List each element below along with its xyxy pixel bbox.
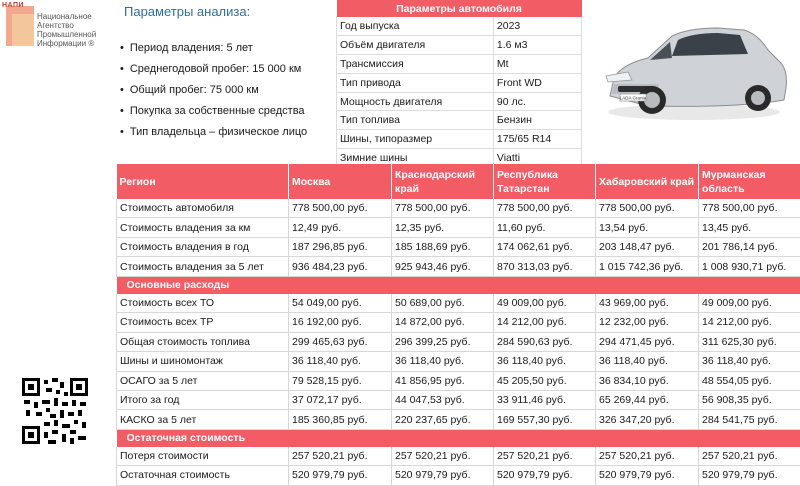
table-row [117,313,800,332]
cost-cell: 185 360,85 руб. [289,410,392,429]
cost-cell: 174 062,61 руб. [494,237,596,256]
cost-cell: 13,45 руб. [699,218,800,237]
logo-abbr: НАПИ [2,2,24,9]
car-param-label: Шины, типоразмер [337,130,494,149]
section-main-expenses-label: Основные расходы [117,276,800,294]
cost-cell: 257 520,21 руб. [699,447,800,466]
car-param-label: Зимние шины [337,149,494,168]
cost-cell: 870 313,03 руб. [494,257,596,276]
cost-cell: 49 009,00 руб. [494,294,596,313]
row-label: Остаточная стоимость [117,466,289,485]
table-row [117,332,800,351]
car-param-value: Viatti [493,149,581,168]
cost-cell: 36 118,40 руб. [289,352,392,371]
table-row [117,390,800,409]
car-params-header: Параметры автомобиля [337,0,582,17]
cost-cell: 257 520,21 руб. [392,447,494,466]
cost-cell: 925 943,46 руб. [392,257,494,276]
cost-cell: 49 009,00 руб. [699,294,800,313]
cost-cell: 520 979,79 руб. [699,466,800,485]
table-row [117,218,800,237]
car-param-value: Mt [493,54,581,73]
car-params-table [336,0,582,168]
row-label: КАСКО за 5 лет [117,410,289,429]
row-label: Стоимость всех ТО [117,294,289,313]
cost-cell: 36 118,40 руб. [596,352,699,371]
row-label: Стоимость владения за км [117,218,289,237]
section-residual-value-label: Остаточная стоимость [117,429,800,447]
cost-cell: 520 979,79 руб. [494,466,596,485]
car-param-row [337,35,582,54]
car-param-row [337,111,582,130]
car-param-row [337,130,582,149]
cost-cell: 520 979,79 руб. [289,466,392,485]
cost-cell: 36 118,40 руб. [392,352,494,371]
cost-cell: 296 399,25 руб. [392,332,494,351]
table-row [117,352,800,371]
table-row [117,410,800,429]
cost-cell: 284 541,75 руб. [699,410,800,429]
params-item: • Покупка за собственные средства [120,101,307,122]
params-title: Параметры анализа: [124,4,250,19]
car-param-label: Мощность двигателя [337,92,494,111]
cost-cell: 44 047,53 руб. [392,390,494,409]
cost-cell: 778 500,00 руб. [494,199,596,218]
car-param-label: Тип топлива [337,111,494,130]
cost-cell: 43 969,00 руб. [596,294,699,313]
col-header-murmansk: Мурманская область [699,164,800,199]
cost-cell: 45 205,50 руб. [494,371,596,390]
cost-cell: 48 554,05 руб. [699,371,800,390]
table-row [117,237,800,256]
params-item: • Период владения: 5 лет [120,38,307,59]
row-label: ОСАГО за 5 лет [117,371,289,390]
car-param-value: 2023 [493,17,581,35]
table-row [117,466,800,485]
col-header-moscow: Москва [289,164,392,199]
table-row [117,294,800,313]
table-row [117,371,800,390]
car-param-value: 90 лс. [493,92,581,111]
cost-cell: 187 296,85 руб. [289,237,392,256]
cost-cell: 203 148,47 руб. [596,237,699,256]
section-residual-value [117,429,800,447]
row-label: Стоимость владения за 5 лет [117,257,289,276]
car-photo-icon [588,0,800,140]
cost-cell: 520 979,79 руб. [596,466,699,485]
car-param-value: Бензин [493,111,581,130]
car-param-value: 175/65 R14 [493,130,581,149]
row-label: Стоимость автомобиля [117,199,289,218]
car-param-label: Год выпуска [337,17,494,35]
car-param-row [337,54,582,73]
cost-cell: 778 500,00 руб. [289,199,392,218]
cost-cell: 778 500,00 руб. [699,199,800,218]
col-header-khabarovsk: Хабаровский край [596,164,699,199]
table-row [117,199,800,218]
cost-cell: 201 786,14 руб. [699,237,800,256]
cost-cell: 284 590,63 руб. [494,332,596,351]
ownership-cost-table [116,164,800,486]
cost-cell: 185 188,69 руб. [392,237,494,256]
logo-name: Национальное Агентство Промышленной Информации ® [37,12,107,48]
cost-cell: 326 347,20 руб. [596,410,699,429]
car-param-row [337,73,582,92]
car-photo [588,0,800,140]
cost-cell: 311 625,30 руб. [699,332,800,351]
cost-cell: 299 465,63 руб. [289,332,392,351]
car-param-row [337,17,582,35]
cost-cell: 294 471,45 руб. [596,332,699,351]
qr-code-icon [22,378,88,444]
cost-cell: 16 192,00 руб. [289,313,392,332]
cost-cell: 56 908,35 руб. [699,390,800,409]
cost-cell: 257 520,21 руб. [289,447,392,466]
cost-cell: 36 118,40 руб. [494,352,596,371]
params-list [120,38,307,143]
col-header-region: Регион [117,164,289,199]
cost-cell: 14 212,00 руб. [699,313,800,332]
car-param-label: Объём двигателя [337,35,494,54]
cost-cell: 520 979,79 руб. [392,466,494,485]
cost-cell: 220 237,65 руб. [392,410,494,429]
row-label: Стоимость владения в год [117,237,289,256]
car-param-value: Front WD [493,73,581,92]
cost-cell: 36 118,40 руб. [699,352,800,371]
car-param-label: Тип привода [337,73,494,92]
cost-cell: 50 689,00 руб. [392,294,494,313]
logo-mark-inner [12,14,34,46]
cost-cell: 936 484,23 руб. [289,257,392,276]
cost-cell: 41 856,95 руб. [392,371,494,390]
cost-cell: 33 911,46 руб. [494,390,596,409]
cost-cell: 1 015 742,36 руб. [596,257,699,276]
cost-cell: 12 232,00 руб. [596,313,699,332]
cost-cell: 778 500,00 руб. [596,199,699,218]
cost-cell: 11,60 руб. [494,218,596,237]
qr-code [22,378,88,444]
cost-cell: 257 520,21 руб. [494,447,596,466]
cost-cell: 12,49 руб. [289,218,392,237]
car-param-value: 1.6 м3 [493,35,581,54]
row-label: Общая стоимость топлива [117,332,289,351]
params-item: • Среднегодовой пробег: 15 000 км [120,59,307,80]
car-param-row [337,92,582,111]
car-plate: LADA Granta [620,96,647,101]
car-param-label: Трансмиссия [337,54,494,73]
row-label: Потеря стоимости [117,447,289,466]
cost-cell: 778 500,00 руб. [392,199,494,218]
cost-cell: 36 834,10 руб. [596,371,699,390]
cost-cell: 1 008 930,71 руб. [699,257,800,276]
cost-cell: 14 872,00 руб. [392,313,494,332]
params-item: • Тип владельца – физическое лицо [120,122,307,143]
col-header-krasnodar: Краснодарский край [392,164,494,199]
row-label: Шины и шиномонтаж [117,352,289,371]
cost-cell: 54 049,00 руб. [289,294,392,313]
cost-cell: 12,35 руб. [392,218,494,237]
table-row [117,447,800,466]
params-item: • Общий пробег: 75 000 км [120,80,307,101]
col-header-tatarstan: Республика Татарстан [494,164,596,199]
napi-logo [2,2,110,54]
cost-cell: 257 520,21 руб. [596,447,699,466]
cost-cell: 37 072,17 руб. [289,390,392,409]
row-label: Итого за год [117,390,289,409]
section-main-expenses [117,276,800,294]
cost-cell: 14 212,00 руб. [494,313,596,332]
table-row [117,257,800,276]
row-label: Стоимость всех ТР [117,313,289,332]
cost-cell: 65 269,44 руб. [596,390,699,409]
cost-cell: 13,54 руб. [596,218,699,237]
cost-cell: 169 557,30 руб. [494,410,596,429]
cost-cell: 79 528,15 руб. [289,371,392,390]
